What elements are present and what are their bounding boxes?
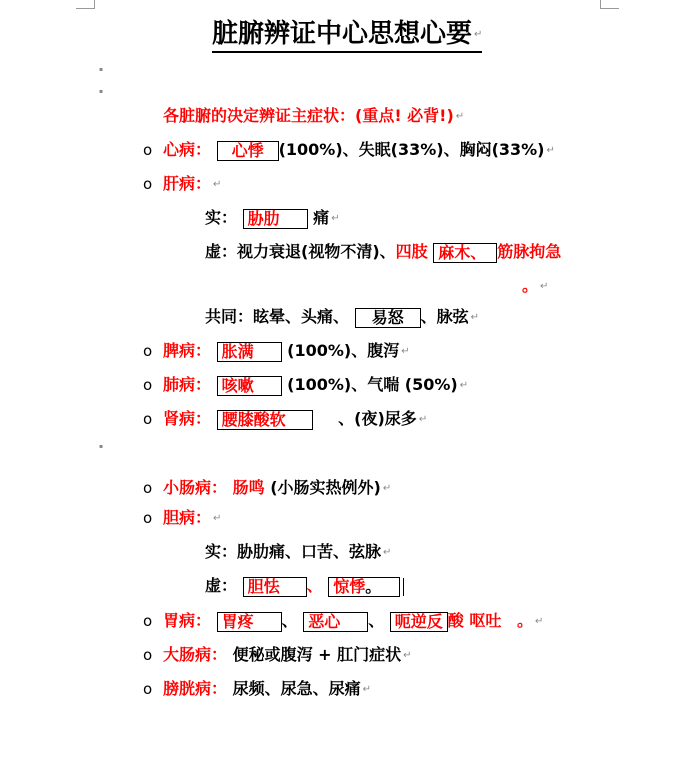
paragraph-mark: ↵: [474, 28, 483, 40]
paragraph-mark: ↵: [403, 649, 412, 661]
stomach-key3-tail: 酸 呕吐: [447, 611, 502, 630]
lung-row: [163, 375, 468, 396]
bladder-label: 膀胱病：: [163, 679, 228, 698]
stomach-row: [163, 611, 543, 632]
liver-common-rest: 、脉弦: [420, 307, 469, 326]
lung-key-symptom: 咳嗽: [217, 376, 282, 396]
heart-key-symptom: 心悸: [217, 141, 279, 161]
stomach-sep1: 、: [281, 611, 298, 630]
paragraph-mark: ↵: [382, 482, 392, 494]
gallbladder-xu-key1: 胆怯: [243, 577, 307, 597]
bullet-marker: o: [143, 141, 153, 159]
paragraph-mark: ↵: [540, 280, 549, 292]
spleen-rest: (100%)、腹泻: [287, 341, 400, 360]
liver-common-key: 易怒: [355, 308, 421, 328]
liver-row: [163, 174, 221, 195]
large-intestine-text: 便秘或腹泻 + 肛门症状: [232, 645, 402, 664]
stomach-key2: 恶心: [303, 612, 368, 632]
small-intestine-row: [163, 478, 391, 499]
small-intestine-rest: (小肠实热例外): [270, 478, 381, 497]
paragraph-mark: ↵: [534, 615, 544, 627]
heart-row: [163, 140, 555, 161]
bullet-marker: o: [143, 479, 153, 497]
large-intestine-label: 大肠病：: [163, 645, 228, 664]
bullet-marker: o: [143, 509, 153, 527]
gallbladder-shi-text: 胁肋痛、口苦、弦脉: [237, 542, 382, 561]
liver-xu-label: 虚：: [205, 242, 238, 261]
liver-common-text: 眩晕、头痛、: [253, 307, 350, 326]
liver-shi-key: 胁肋: [243, 209, 308, 229]
paragraph-mark: ↵: [401, 345, 410, 357]
gallbladder-xu-row: [205, 576, 404, 597]
liver-xu-row: [205, 242, 561, 263]
liver-xu-text: 视力衰退(视物不清)、: [237, 242, 396, 261]
page-title-text: 脏腑辨证中心思想心要: [212, 19, 473, 49]
paragraph-mark: ↵: [331, 212, 340, 224]
paragraph-mark: ↵: [213, 178, 222, 190]
empty-paragraph-mark: ▪: [99, 88, 104, 95]
gallbladder-row: [163, 508, 221, 529]
empty-paragraph-mark: ▪: [99, 443, 104, 450]
paragraph-mark: ↵: [418, 413, 428, 425]
gallbladder-xu-key2: 惊悸: [333, 576, 366, 596]
page-title: [212, 18, 482, 53]
page-corner-mark-right: [600, 0, 619, 9]
bladder-row: [163, 679, 371, 700]
liver-xu-period-row: [522, 276, 548, 297]
stomach-key3: 呃逆反: [390, 612, 448, 632]
bullet-marker: o: [143, 342, 153, 360]
kidney-row: [163, 409, 427, 430]
bullet-marker: o: [143, 376, 153, 394]
spleen-label: 脾病：: [163, 341, 212, 360]
liver-shi-row: [205, 208, 340, 229]
liver-common-row: [205, 307, 479, 328]
lung-label: 肺病：: [163, 375, 212, 394]
stomach-key1: 胃疼: [217, 612, 282, 632]
kidney-rest: 、(夜)尿多: [338, 409, 417, 428]
intro-text: 各脏腑的决定辨证主症状：(重点! 必背!): [163, 106, 454, 125]
paragraph-mark: ↵: [459, 379, 469, 391]
liver-xu-period: 。: [522, 276, 539, 295]
liver-common-label: 共同：: [205, 307, 254, 326]
small-intestine-label: 小肠病：: [163, 478, 228, 497]
small-intestine-key: 肠鸣: [232, 478, 265, 497]
stomach-label: 胃病：: [163, 611, 212, 630]
paragraph-mark: ↵: [546, 144, 555, 156]
liver-shi-rest: 痛: [313, 208, 330, 227]
gallbladder-label: 胆病：: [163, 508, 212, 527]
bladder-text: 尿频、尿急、尿痛: [232, 679, 361, 698]
heart-label: 心病：: [163, 140, 212, 159]
lung-rest: (100%)、气喘 (50%): [287, 375, 458, 394]
bullet-marker: o: [143, 646, 153, 664]
intro-heading: [163, 106, 464, 127]
empty-paragraph-mark: ▪: [99, 66, 104, 73]
liver-xu-red2: 筋脉拘急: [497, 242, 562, 261]
page-corner-mark-left: [76, 0, 95, 9]
bullet-marker: o: [143, 175, 153, 193]
kidney-key-symptom: 腰膝酸软: [217, 410, 313, 430]
stomach-sep2: 、: [368, 611, 385, 630]
gallbladder-xu-sep: 、: [306, 576, 323, 595]
paragraph-mark: ↵: [213, 512, 222, 524]
gallbladder-xu-key2-box: [328, 577, 400, 597]
bullet-marker: o: [143, 680, 153, 698]
gallbladder-shi-label: 实：: [205, 542, 238, 561]
bullet-marker: o: [143, 612, 153, 630]
liver-xu-red: 四肢: [395, 242, 428, 261]
spleen-key-symptom: 胀满: [217, 342, 282, 362]
liver-shi-label: 实：: [205, 208, 238, 227]
stomach-period: 。: [516, 611, 533, 630]
paragraph-mark: ↵: [470, 311, 480, 323]
liver-xu-key: 麻木、: [433, 243, 497, 263]
gallbladder-shi-row: [205, 542, 391, 563]
paragraph-mark: ↵: [362, 683, 371, 695]
large-intestine-row: [163, 645, 412, 666]
kidney-label: 肾病：: [163, 409, 212, 428]
heart-rest: (100%)、失眠(33%)、胸闷(33%): [278, 140, 545, 159]
gallbladder-xu-period: 。: [365, 576, 382, 596]
text-cursor: [403, 578, 404, 596]
spleen-row: [163, 341, 410, 362]
bullet-marker: o: [143, 410, 153, 428]
paragraph-mark: ↵: [383, 546, 392, 558]
gallbladder-xu-label: 虚：: [205, 576, 238, 595]
liver-label: 肝病：: [163, 174, 212, 193]
paragraph-mark: ↵: [455, 110, 465, 122]
